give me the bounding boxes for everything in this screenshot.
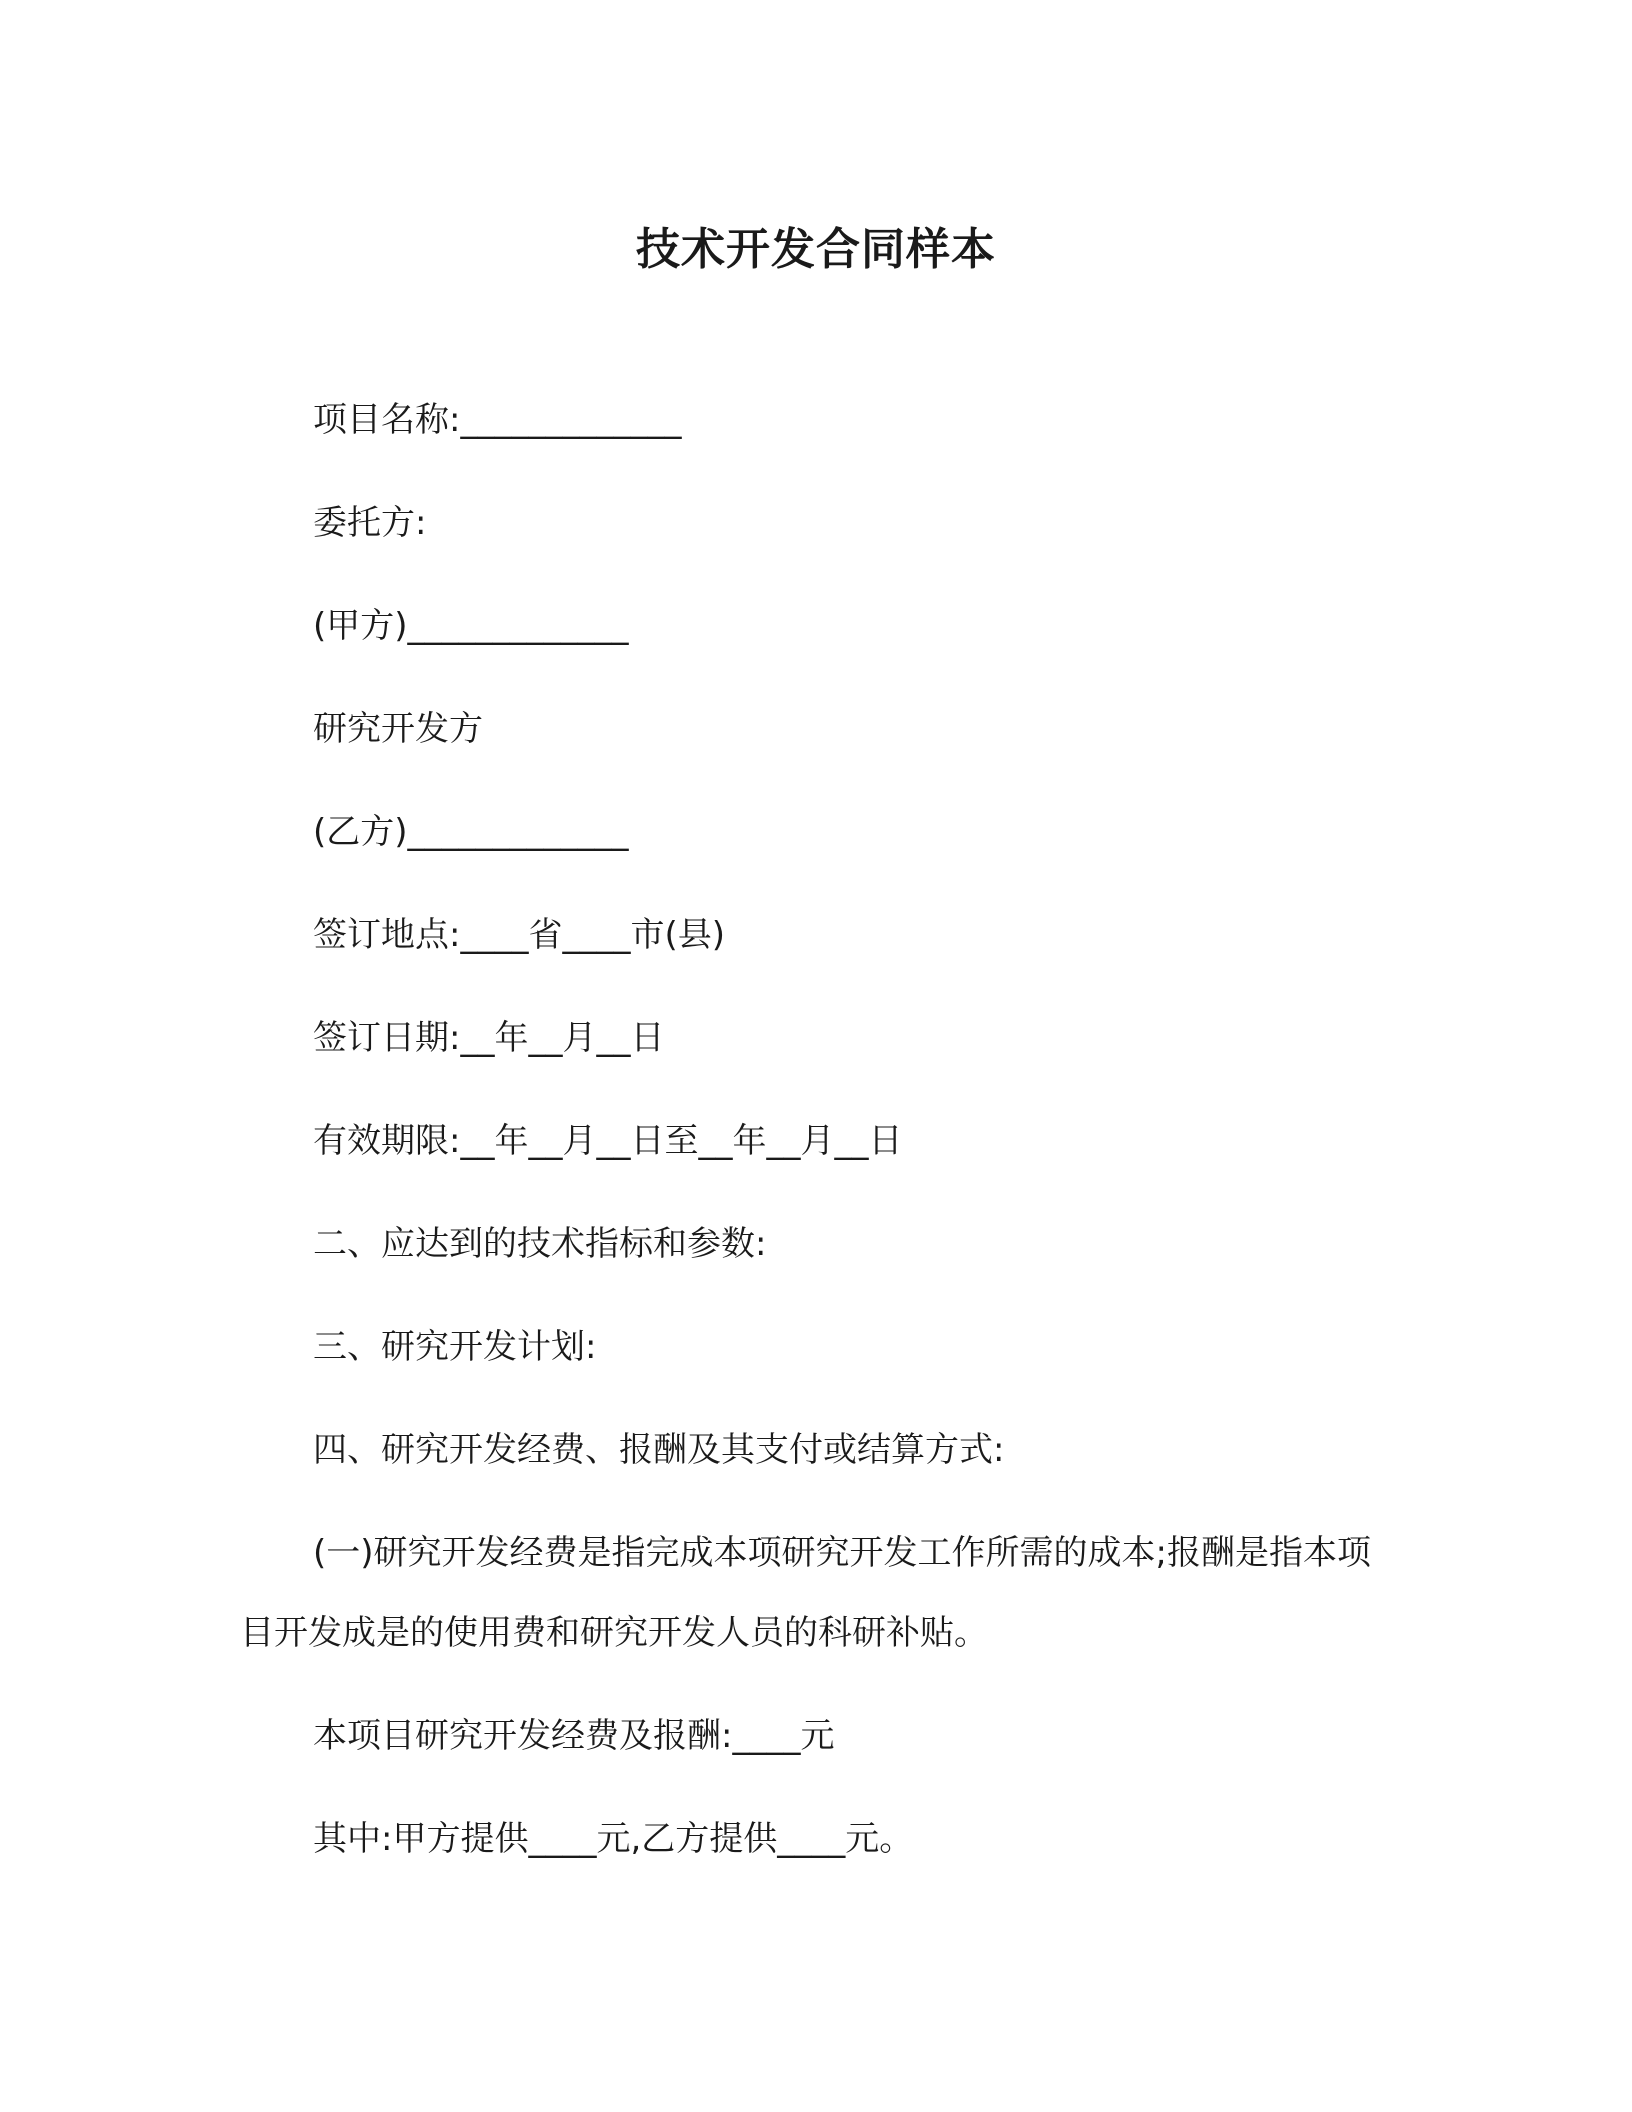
funding-definition-paragraph: (一)研究开发经费是指完成本项研究开发工作所需的成本;报酬是指本项目开发成是的使用费和研究开发人员的科研补贴。 <box>240 1533 1371 1653</box>
funding-split-line: 其中:甲方提供____元,乙方提供____元。 <box>313 1819 914 1859</box>
party-a-line: (甲方)_____________ <box>313 606 629 646</box>
section-3-heading: 三、研究开发计划: <box>313 1327 597 1367</box>
signing-place-line: 签订地点:____省____市(县) <box>313 915 725 955</box>
project-name-line: 项目名称:_____________ <box>313 400 682 440</box>
validity-period-line: 有效期限:__年__月__日至__年__月__日 <box>313 1121 903 1161</box>
party-b-line: (乙方)_____________ <box>313 812 629 852</box>
developer-label-line: 研究开发方 <box>313 709 483 749</box>
client-label-line: 委托方: <box>313 503 427 543</box>
signing-date-line: 签订日期:__年__月__日 <box>313 1018 665 1058</box>
section-4-heading: 四、研究开发经费、报酬及其支付或结算方式: <box>313 1430 1005 1470</box>
section-2-heading: 二、应达到的技术指标和参数: <box>313 1224 767 1264</box>
total-funding-line: 本项目研究开发经费及报酬:____元 <box>313 1716 835 1756</box>
document-title: 技术开发合同样本 <box>636 224 996 275</box>
